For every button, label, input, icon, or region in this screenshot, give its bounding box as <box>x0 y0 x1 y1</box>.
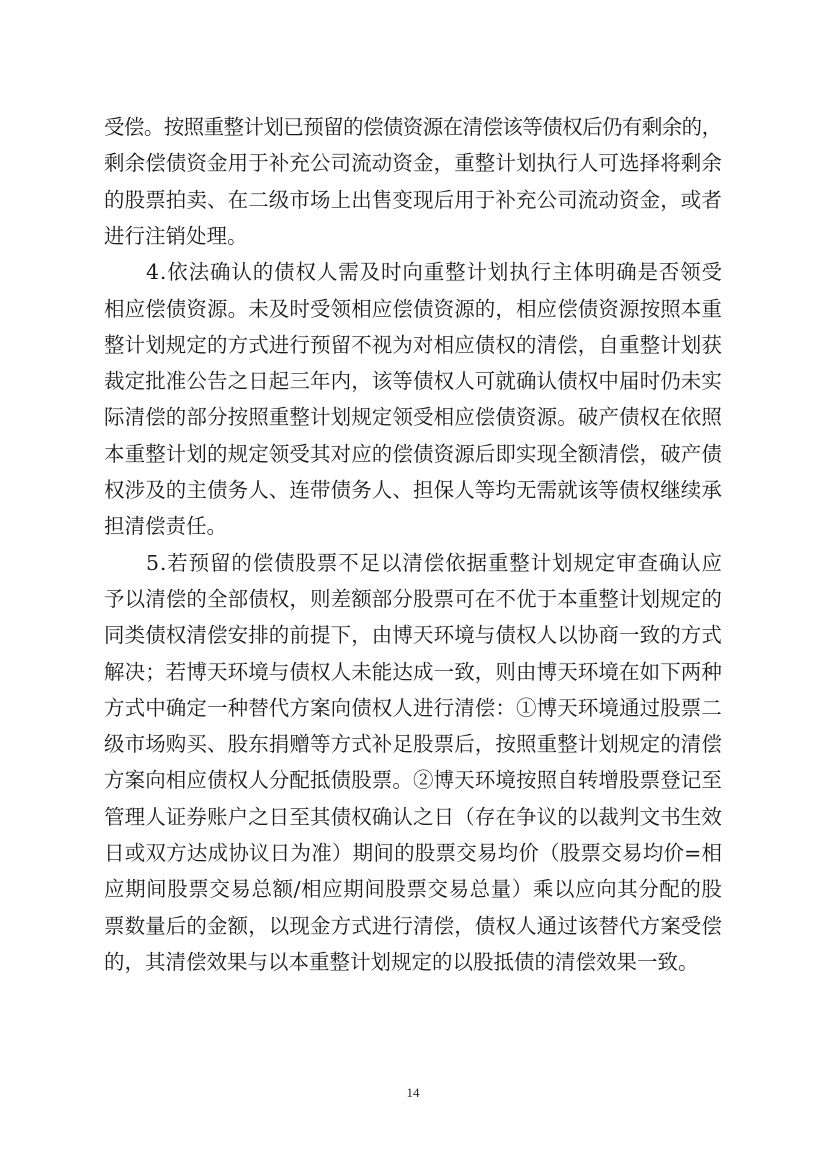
text-line: 5.若预留的偿债股票不足以清偿依据重整计划规定审查确认应 <box>146 550 723 575</box>
text-line: 整计划规定的方式进行预留不视为对相应债权的清偿，自重整计划获 <box>104 332 722 357</box>
text-line: 解决；若博天环境与债权人未能达成一致，则由博天环境在如下两种 <box>104 659 722 684</box>
text-line: 方式中确定一种替代方案向债权人进行清偿：①博天环境通过股票二 <box>104 695 722 720</box>
text-line: 方案向相应债权人分配抵债股票。②博天环境按照自转增股票登记至 <box>104 768 722 793</box>
text-line: 日或双方达成协议日为准）期间的股票交易均价（股票交易均价=相 <box>104 841 723 865</box>
text-line: 权涉及的主债务人、连带债务人、担保人等均无需就该等债权继续承 <box>104 478 722 502</box>
text-line: 的，其清偿效果与以本重整计划规定的以股抵债的清偿效果一致。 <box>104 949 699 974</box>
text-line: 予以清偿的全部债权，则差额部分股票可在不优于本重整计划规定的 <box>104 586 722 611</box>
text-line: 剩余偿债资金用于补充公司流动资金，重整计划执行人可选择将剩余 <box>104 151 722 176</box>
page-number: 14 <box>406 1085 420 1100</box>
text-line: 4.依法确认的债权人需及时向重整计划执行主体明确是否领受 <box>146 260 723 285</box>
text-line: 进行注销处理。 <box>104 223 248 248</box>
text-line: 的股票拍卖、在二级市场上出售变现后用于补充公司流动资金，或者 <box>104 187 722 212</box>
text-line: 裁定批准公告之日起三年内，该等债权人可就确认债权中届时仍未实 <box>104 369 722 394</box>
text-line: 相应偿债资源。未及时受领相应偿债资源的，相应偿债资源按照本重 <box>104 296 722 321</box>
text-line: 应期间股票交易总额/相应期间股票交易总量）乘以应向其分配的股 <box>104 877 723 902</box>
text-line: 管理人证券账户之日至其债权确认之日（存在争议的以裁判文书生效 <box>104 804 722 829</box>
text-line: 本重整计划的规定领受其对应的偿债资源后即实现全额清偿，破产债 <box>104 441 722 466</box>
text-line: 受偿。按照重整计划已预留的偿债资源在清偿该等债权后仍有剩余的， <box>104 115 722 139</box>
text-line: 同类债权清偿安排的前提下，由博天环境与债权人以协商一致的方式 <box>104 623 722 648</box>
text-line: 际清偿的部分按照重整计划规定领受相应偿债资源。破产债权在依照 <box>104 405 722 430</box>
text-line: 级市场购买、股东捐赠等方式补足股票后，按照重整计划规定的清偿 <box>104 732 722 757</box>
text-line: 票数量后的金额，以现金方式进行清偿，债权人通过该替代方案受偿 <box>104 913 722 938</box>
text-line: 担清偿责任。 <box>104 514 227 539</box>
